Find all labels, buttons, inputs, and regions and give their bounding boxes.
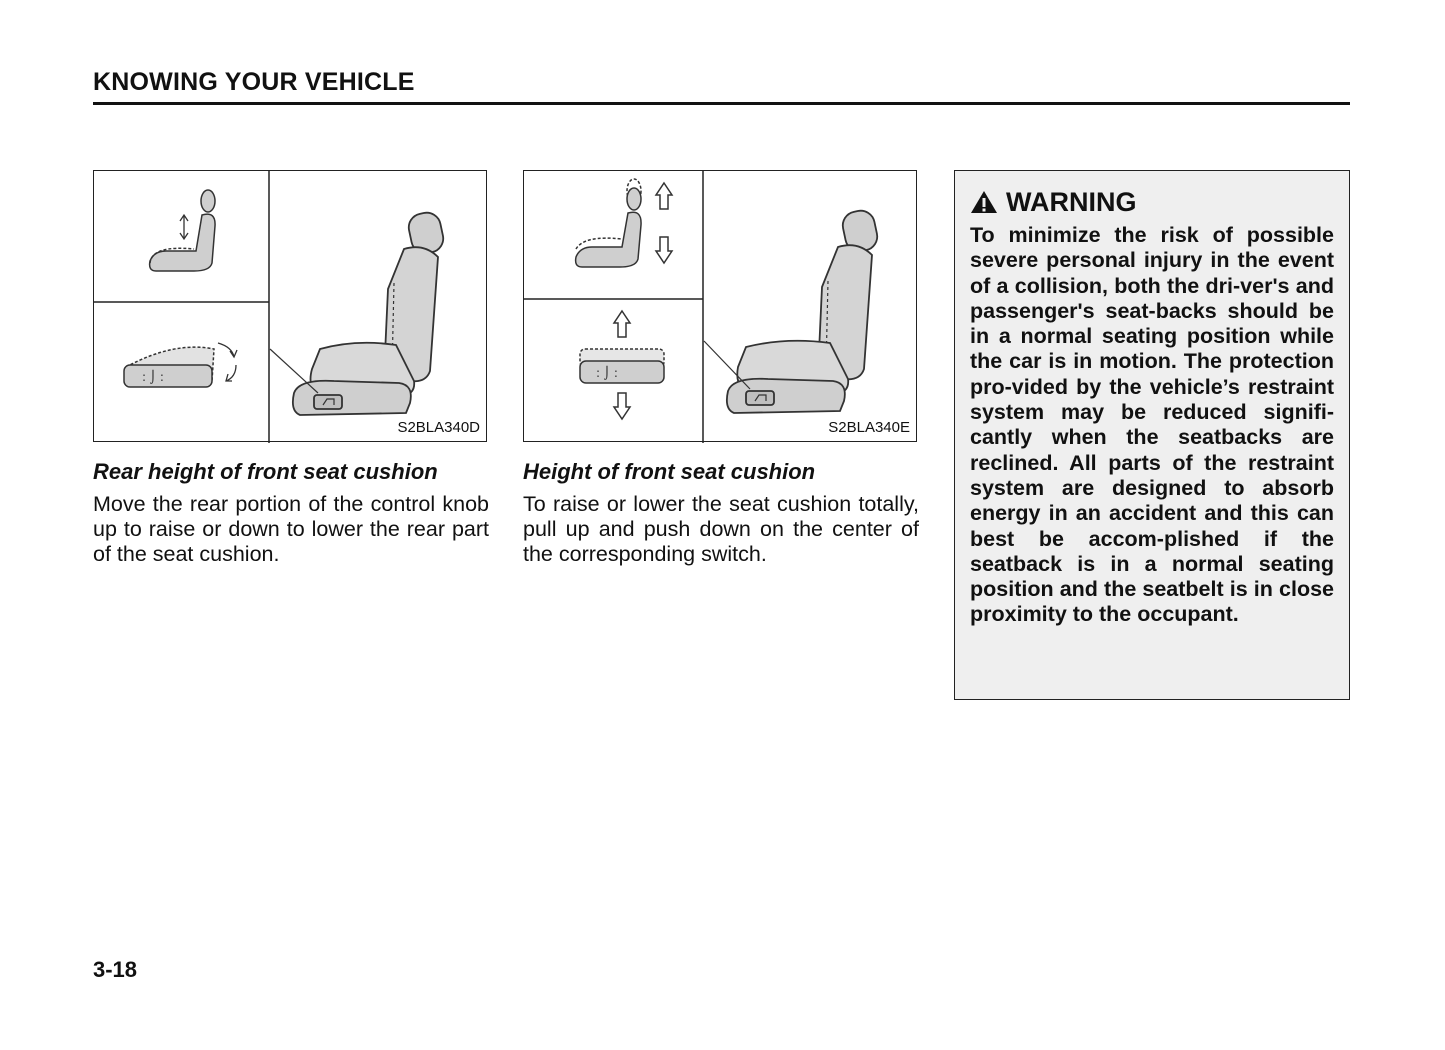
seat-side-icon: [150, 190, 215, 271]
power-seat-icon: [704, 208, 880, 413]
down-arrow-icon: [614, 393, 630, 419]
warning-triangle-icon: [970, 189, 998, 215]
page-header-title: KNOWING YOUR VEHICLE: [93, 68, 415, 96]
seat-height-illustration: [524, 171, 918, 443]
seat-rear-height-illustration: [94, 171, 488, 443]
seat-switch-icon: [580, 349, 664, 383]
section-title-rear-height: Rear height of front seat cushion: [93, 459, 438, 484]
figure-rear-height-seat-cushion: [93, 170, 487, 442]
figure-code: S2BLA340D: [397, 419, 480, 436]
svg-text:: ⌡ :: : ⌡ :: [142, 370, 164, 384]
up-down-arrow-icon: [180, 215, 188, 239]
up-arrow-icon: [614, 311, 630, 337]
warning-text: To minimize the risk of possible severe personal injury in the event of a collision, both the dri-ver's and passenger's seat-backs should be in a normal seating position while the car is in motion. The protection pro-vided by the vehicle’s restraint system may be reduced signifi-cantly when the seatbacks are reclined. All parts of the restraint system are designed to absorb energy in an accident and this can best be accom-plished if the seatback is in a normal seating position and the seatbelt is in close proximity to the occupant.: [970, 223, 1334, 627]
warning-title: WARNING: [1006, 186, 1137, 217]
figure-height-seat-cushion: [523, 170, 917, 442]
power-seat-icon: [270, 210, 446, 415]
section-body-height: To raise or lower the seat cushion totally, pull up and push down on the center of the corresponding switch.: [523, 492, 919, 566]
up-arrow-icon: [656, 183, 672, 209]
svg-text:: ⌡ :: : ⌡ :: [596, 366, 618, 380]
page-number: 3-18: [93, 957, 138, 982]
warning-header: [970, 185, 1334, 219]
figure-code: S2BLA340E: [828, 419, 910, 436]
header-divider: [93, 102, 1350, 105]
seat-switch-icon: [124, 347, 214, 387]
down-arrow-icon: [656, 237, 672, 263]
warning-box: [954, 170, 1350, 700]
seat-side-icon: [576, 179, 641, 267]
rotate-arrow-icon: [218, 343, 237, 381]
section-title-height: Height of front seat cushion: [523, 459, 816, 484]
section-body-rear-height: Move the rear portion of the control knob up to raise or down to lower the rear part of the seat cushion.: [93, 492, 489, 566]
